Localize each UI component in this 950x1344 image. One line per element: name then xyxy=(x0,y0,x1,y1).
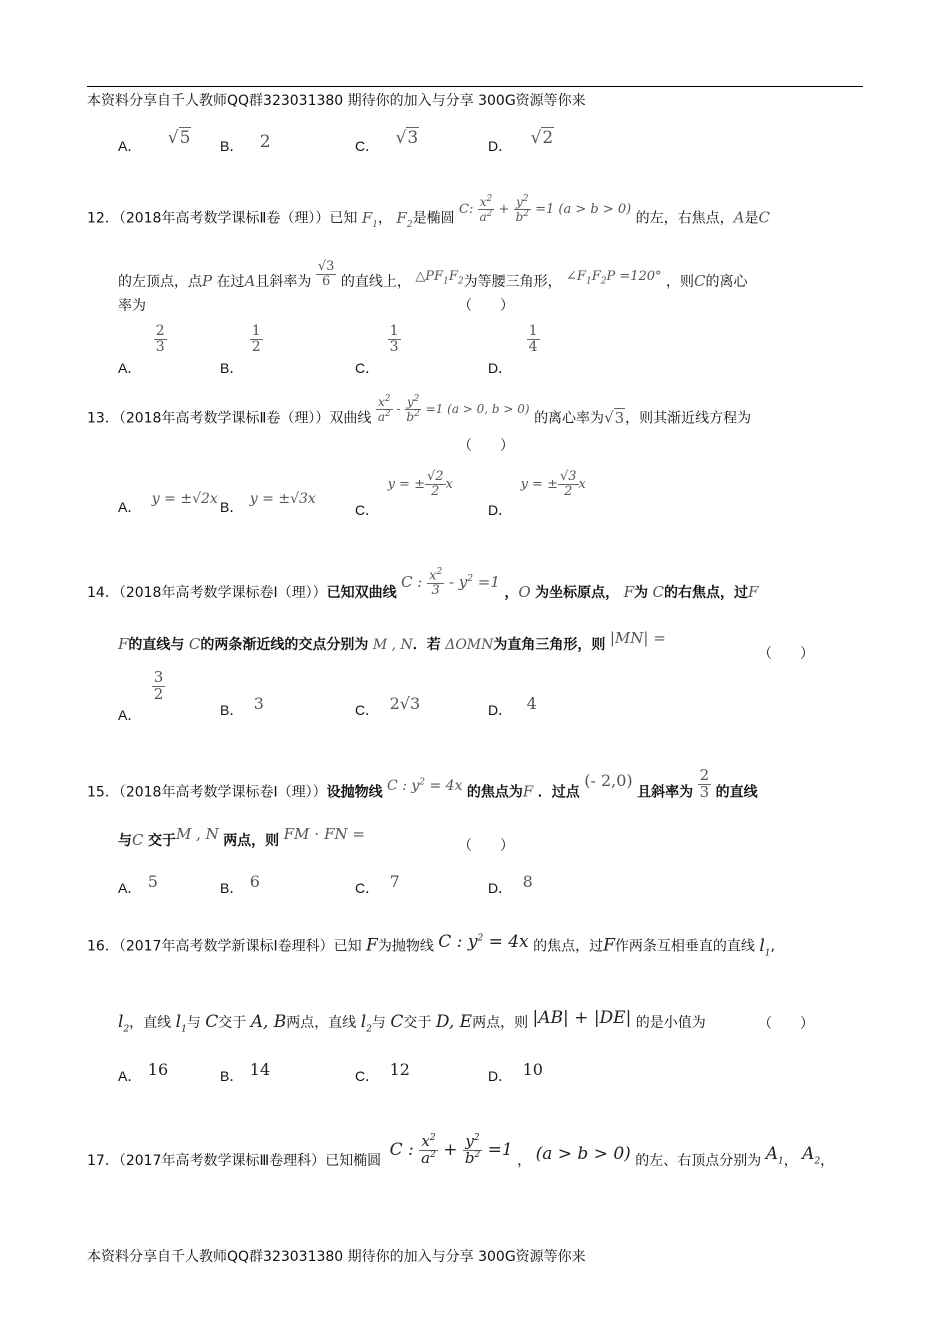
q14-line-1: 14．（2018年高考数学课标卷Ⅰ（理））已知双曲线 C : $\frac{x^2}{3}$ - $y^2 =1$ ，O 为坐标原点， F为 C的右焦点，过F xyxy=(87,567,759,601)
q12-line-3: 率为 xyxy=(118,298,146,314)
q16-paren: （ ） xyxy=(758,1016,814,1032)
q12-option-b: B． $\frac{1}{2}$ xyxy=(220,323,261,377)
q13-option-c: C． y = ± $\frac{√2}{2}$ x xyxy=(355,469,453,518)
page-footer: 本资料分享自千人教师QQ群323031380 期待你的加入与分享 300G资源等你来 xyxy=(87,1249,586,1265)
q13-option-d: D． y = ± $\frac{√3}{2}$ x xyxy=(488,469,586,518)
q14-option-b: B． 3 xyxy=(220,694,264,718)
q13-paren: （ ） xyxy=(458,438,514,454)
q16-option-a: A． 16 xyxy=(118,1060,169,1084)
q16-option-c: C． 12 xyxy=(355,1060,410,1084)
q15-option-a: A． 5 xyxy=(118,872,158,896)
q16-option-b: B． 14 xyxy=(220,1060,271,1084)
q11-option-a: A． √5 xyxy=(118,128,191,154)
page-header: 本资料分享自千人教师QQ群323031380 期待你的加入与分享 300G资源等你来 xyxy=(87,93,586,109)
q12-option-c: C． $\frac{1}{3}$ xyxy=(355,323,399,377)
q15-option-b: B． 6 xyxy=(220,872,260,896)
q12-line-2: 的左顶点，点P 在过A且斜率为 $\frac{√3}{6}$ 的直线上， $\triangle PF_1F_2$为等腰三角形， $\angle F_1F_2P =120^\circ$ ，则C的离心 xyxy=(118,259,748,291)
q11-option-c: C． √3 xyxy=(355,128,419,154)
q14-line-2: F的直线与 C的两条渐近线的交点分别为 M , N．若 ΔOMN为直角三角形，则 |MN| = xyxy=(118,629,666,653)
q11-option-b: B． 2 xyxy=(220,132,271,154)
q13-option-a: A． y = ±√2x xyxy=(118,491,218,515)
q12-line-1: 12．（2018年高考数学课标Ⅱ卷（理））已知 $F_1$， $F_2$是椭圆 C: $\frac{x^2}{a^2}$ + $\frac{y^2}{b^2}$ =1 (a > b > 0) 的左，右焦点，A是C xyxy=(87,194,770,230)
q16-line-2: $l_2$，直线 $l_1$与 C交于 A, B两点，直线 $l_2$与 C交于 D, E两点，则 |AB| + |DE| 的是小值为 xyxy=(118,1008,706,1035)
q14-option-a: A． $\frac{3}{2}$ xyxy=(118,668,164,724)
q17-line-1: 17．（2017年高考数学课标Ⅲ卷理科）已知椭圆 C : $\frac{x^2}{a^2}$ + $\frac{y^2}{b^2}$ =1 ， (a > b > 0) 的左、右顶点分别为 $A_1$， $A_2$， xyxy=(87,1132,835,1169)
q14-option-d: D． 4 xyxy=(488,694,537,718)
q16-option-d: D． 10 xyxy=(488,1060,543,1084)
q16-line-1: 16．（2017年高考数学新课标Ⅰ卷理科）已知 F为抛物线 C : $y^2 = 4x$ 的焦点，过F作两条互相垂直的直线 $l_1$, xyxy=(87,931,775,959)
q15-option-d: D． 8 xyxy=(488,872,533,896)
q12-paren: （ ） xyxy=(458,298,514,314)
q12-option-a: A． $\frac{2}{3}$ xyxy=(118,323,165,377)
q12-option-d: D． $\frac{1}{4}$ xyxy=(488,323,538,377)
q13-option-b: B． y = ±√3x xyxy=(220,491,316,515)
q14-option-c: C． 2√3 xyxy=(355,694,421,718)
header-rule xyxy=(87,86,863,87)
q14-paren: （ ） xyxy=(758,646,814,662)
q15-line-2: 与C 交于M , N 两点，则 FM ⋅ FN = xyxy=(118,825,365,849)
q13-line-1: 13．（2018年高考数学课标Ⅱ卷（理））双曲线 $\frac{x^2}{a^2}$ - $\frac{y^2}{b^2}$ =1 (a > 0, b > 0) 的离心率为√3，则其渐近线方程为 xyxy=(87,394,752,427)
q15-line-1: 15．（2018年高考数学课标卷Ⅰ（理））设抛物线 C : $y^2 = 4x$ 的焦点为F ．过点 (- 2,0) 且斜率为 $\frac{2}{3}$ 的直线 xyxy=(87,766,758,801)
q15-paren: （ ） xyxy=(458,838,514,854)
q11-option-d: D． √2 xyxy=(488,128,554,154)
q15-option-c: C． 7 xyxy=(355,872,400,896)
